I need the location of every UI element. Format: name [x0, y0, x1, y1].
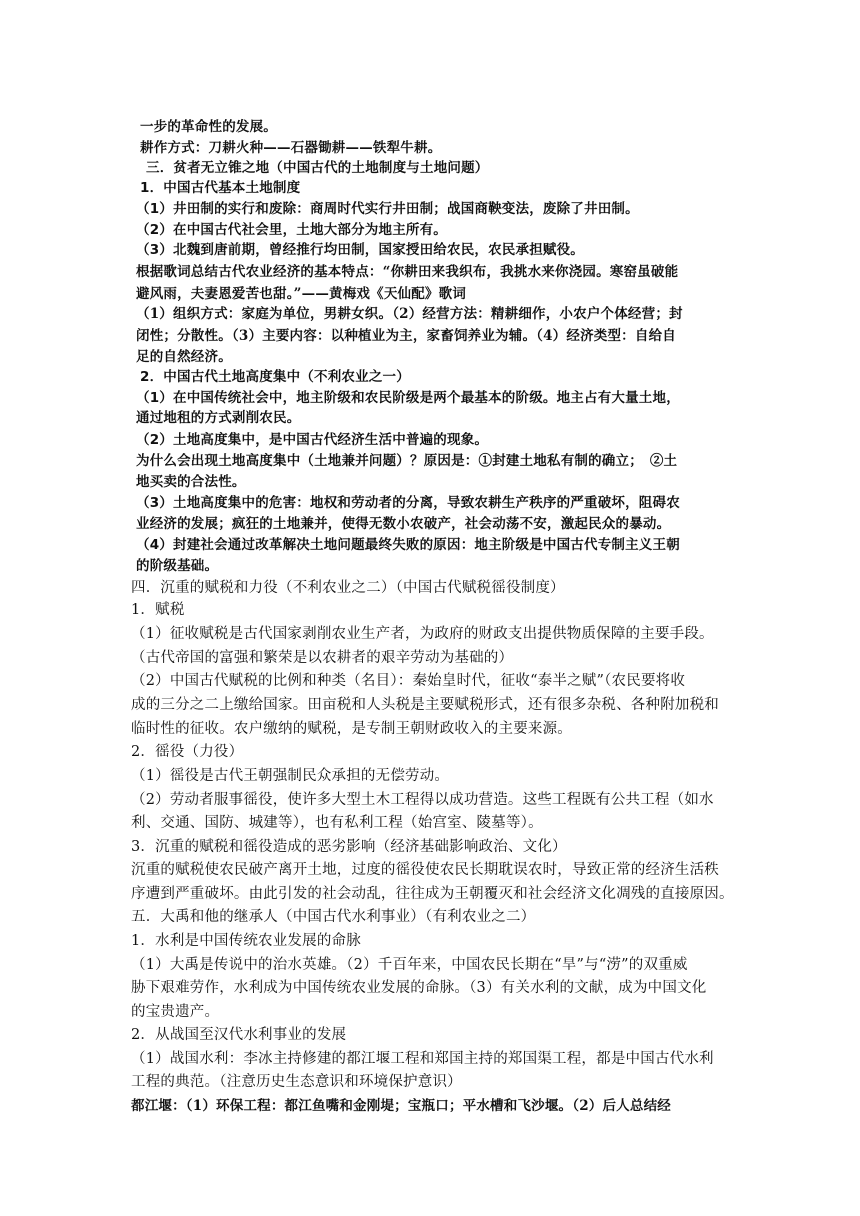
text-line: 一步的革命性的发展。	[140, 119, 277, 135]
text-line: （1）徭役是古代王朝强制民众承担的无偿劳动。	[131, 768, 450, 784]
text-line: 1．中国古代基本土地制度	[140, 180, 301, 196]
text-line: （2）在中国古代社会里，土地大部分为地主所有。	[136, 222, 447, 238]
text-line: （1）大禹是传说中的治水英雄。（2）千百年来，中国农民长期在“旱”与“涝”的双重威	[131, 957, 688, 973]
text-line: （1）在中国传统社会中，地主阶级和农民阶级是两个最基本的阶级。地主占有大量土地，	[136, 390, 680, 406]
text-line: （3）北魏到唐前期，曾经推行均田制，国家授田给农民，农民承担赋役。	[136, 242, 584, 258]
text-line: 都江堰：（1）环保工程：都江鱼嘴和金刚堤；宝瓶口；平水槽和飞沙堰。（2）后人总结经	[131, 1098, 671, 1114]
text-line: 闭性；分散性。（3）主要内容：以种植业为主，家畜饲养业为辅。（4）经济类型：自给自	[136, 328, 676, 344]
text-line: （1）组织方式：家庭为单位，男耕女织。（2）经营方法：精耕细作，小农户个体经营；封	[136, 306, 683, 322]
text-line: 利、交通、国防、城建等），也有私利工程（始宫室、陵墓等）。	[131, 815, 543, 831]
text-line: 沉重的赋税使农民破产离开土地，过度的徭役使农民长期耽误农时，导致正常的经济生活秩	[131, 862, 719, 878]
text-line: （2）中国古代赋税的比例和种类（名目）：秦始皇时代，征收“泰半之赋”（农民要将收	[131, 673, 686, 689]
text-line: 2．徭役（力役）	[131, 744, 244, 760]
text-line: 工程的典范。（注意历史生态意识和环境保护意识）	[131, 1074, 462, 1090]
text-line: 3．沉重的赋税和徭役造成的恶劣影响（经济基础影响政治、文化）	[131, 839, 567, 855]
text-line: 五．大禹和他的继承人（中国古代水利事业）（有利农业之二）	[131, 909, 536, 925]
text-line: （2）土地高度集中，是中国古代经济生活中普遍的现象。	[136, 432, 489, 448]
text-line: （4）封建社会通过改革解决土地问题最终失败的原因：地主阶级是中国古代专制主义王朝	[136, 537, 680, 553]
text-line: 为什么会出现土地高度集中（土地兼并问题）？原因是：①封建土地私有制的确立； ②土	[136, 453, 678, 469]
text-line: 成的三分之二上缴给国家。田亩税和人头税是主要赋税形式，还有很多杂税、各种附加税和	[131, 697, 719, 713]
text-line: 耕作方式：刀耕火种——石器锄耕——铁犁牛耕。	[140, 140, 442, 156]
text-line: 序遭到严重破坏。由此引发的社会动乱，往往成为王朝覆灭和社会经济文化凋残的直接原因。	[131, 886, 734, 902]
text-line: （1）井田制的实行和废除：商周时代实行井田制；战国商鞅变法，废除了井田制。	[136, 201, 639, 217]
text-line: （1）征收赋税是古代国家剥削农业生产者，为政府的财政支出提供物质保障的主要手段。	[131, 626, 714, 642]
text-line: 三．贫者无立锥之地（中国古代的土地制度与土地问题）	[146, 160, 489, 176]
text-line: 通过地租的方式剥削农民。	[136, 410, 301, 426]
text-line: 1．赋税	[131, 602, 185, 618]
text-line: 临时性的征收。农户缴纳的赋税，是专制王朝财政收入的主要来源。	[131, 721, 572, 737]
text-line: 足的自然经济。	[136, 349, 232, 365]
text-line: （1）战国水利：李冰主持修建的都江堰工程和郑国主持的郑国渠工程，都是中国古代水利	[131, 1051, 714, 1067]
text-line: 避风雨，夫妻恩爱苦也甜。”——黄梅戏《天仙配》歌词	[136, 286, 467, 302]
text-line: 2．从战国至汉代水利事业的发展	[131, 1027, 347, 1043]
text-line: （古代帝国的富强和繁荣是以农耕者的艰辛劳动为基础的）	[131, 650, 514, 666]
text-line: 2．中国古代土地高度集中（不利农业之一）	[140, 369, 410, 385]
text-line: 业经济的发展；疯狂的土地兼并，使得无数小农破产，社会动荡不安，激起民众的暴动。	[136, 516, 671, 532]
text-line: 胁下艰难劳作，水利成为中国传统农业发展的命脉。（3）有关水利的文献，成为中国文化	[131, 980, 707, 996]
text-line: （2）劳动者服事徭役，使许多大型土木工程得以成功营造。这些工程既有公共工程（如水	[131, 792, 714, 808]
text-line: 四．沉重的赋税和力役（不利农业之二）（中国古代赋税徭役制度）	[131, 580, 565, 596]
text-line: 的宝贵遗产。	[131, 1004, 220, 1020]
text-line: 地买卖的合法性。	[136, 474, 246, 490]
text-line: （3）土地高度集中的危害：地权和劳动者的分离，导致农耕生产秩序的严重破坏，阻碍农	[136, 495, 680, 511]
text-line: 的阶级基础。	[136, 558, 219, 574]
text-line: 根据歌词总结古代农业经济的基本特点：“你耕田来我织布，我挑水来你浇园。寒窑虽破能	[136, 264, 679, 280]
text-line: 1．水利是中国传统农业发展的命脉	[131, 933, 361, 949]
